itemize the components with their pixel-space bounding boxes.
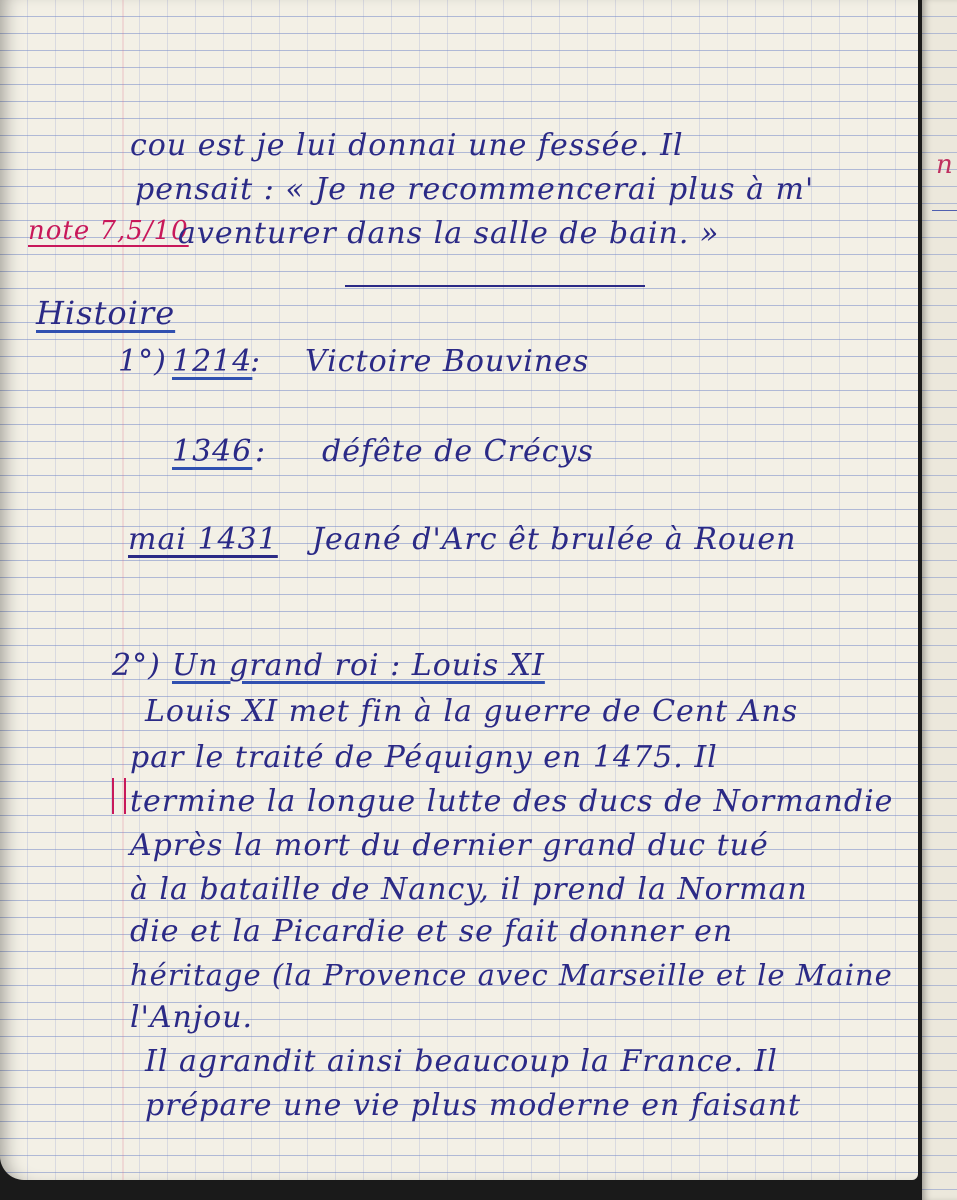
- body-line-7: héritage (la Provence avec Marseille et le Maine: [130, 958, 893, 992]
- body-line-10: prépare une vie plus moderne en faisant: [145, 1088, 802, 1123]
- date-1346: 1346: [172, 434, 253, 469]
- section-title: Histoire: [36, 294, 176, 332]
- body-line-4: Après la mort du dernier grand duc tué: [130, 828, 769, 863]
- next-page-fragment: n: [936, 150, 953, 180]
- body-line-2: par le traité de Péquigny en 1475. Il: [130, 740, 718, 775]
- body-line-6: die et la Picardie et se fait donner en: [130, 914, 734, 949]
- item-number-2: 2°): [112, 648, 161, 683]
- correction-mark: [112, 778, 126, 814]
- body-line-5: à la bataille de Nancy, il prend la Norman: [130, 872, 808, 907]
- text-line-3: aventurer dans la salle de bain. »: [178, 216, 720, 251]
- grade-note: note 7,5/10: [28, 216, 189, 246]
- next-page-edge: [922, 0, 957, 1200]
- text-line-1: cou est je lui donnai une fessée. Il: [130, 128, 684, 163]
- text-line-2: pensait : « Je ne recommencerai plus à m': [135, 172, 815, 207]
- body-line-3: termine la longue lutte des ducs de Normandie: [130, 784, 894, 819]
- event-crecy: défête de Crécys: [322, 434, 594, 469]
- body-line-9: Il agrandit ainsi beaucoup la France. Il: [145, 1044, 778, 1079]
- body-line-1: Louis XI met fin à la guerre de Cent Ans: [145, 694, 799, 729]
- separator-rule: [345, 285, 645, 287]
- event-jeanne-darc: Jeané d'Arc êt brulée à Rouen: [312, 522, 797, 557]
- date-mai-1431: mai 1431: [128, 522, 278, 557]
- body-line-8: l'Anjou.: [130, 1000, 254, 1035]
- item-number-1: 1°): [118, 344, 167, 379]
- subsection-title: Un grand roi : Louis XI: [172, 648, 545, 683]
- margin-line: [122, 0, 124, 1180]
- event-bouvines: Victoire Bouvines: [305, 344, 590, 379]
- notebook-page: cou est je lui donnai une fessée. Il pensait : « Je ne recommencerai plus à m' note 7,5/10 aventurer dans la salle de bain. » Histoire 1°) 1214 : Victoire Bouvines 1346 : défête de Crécys mai 1431 Jeané d'Arc êt brulée à Rouen 2°) Un grand roi : Louis XI Louis XI met fin à la guerre de Cent Ans par le traité de Péquigny en 1475. Il termine la longue lutte des ducs de Normandie Après la mort du dernier grand duc tué à la bataille de Nancy, il prend la Norman die et la Picardie et se fait donner en héritage (la Provence avec Marseille et le Maine l'Anjou. Il agrandit ainsi beaucoup la France. Il prépare une vie plus moderne en faisant: [0, 0, 918, 1180]
- date-1214: 1214: [172, 344, 253, 379]
